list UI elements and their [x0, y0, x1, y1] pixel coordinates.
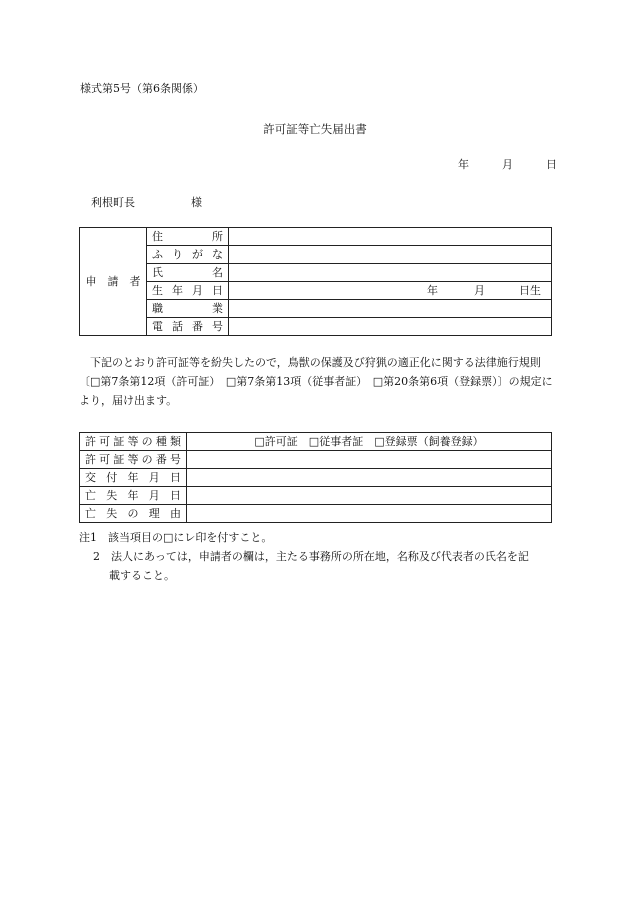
detail-label-issue-date: 交付年月日	[80, 469, 187, 487]
form-number: 様式第5号（第6条関係）	[80, 82, 204, 95]
issue-date-field[interactable]	[187, 469, 552, 487]
phone-field[interactable]	[229, 318, 552, 336]
date-day-label: 日	[546, 158, 557, 171]
permit-number-field[interactable]	[187, 451, 552, 469]
field-label-phone: 電話番号	[147, 318, 229, 336]
occupation-field[interactable]	[229, 300, 552, 318]
loss-reason-field[interactable]	[187, 505, 552, 523]
table-row	[80, 300, 552, 318]
applicant-group-label: 申 請 者	[80, 228, 147, 336]
detail-label-number: 許可証等の番号	[80, 451, 187, 469]
field-label-address: 住所	[147, 228, 229, 246]
table-row	[80, 318, 552, 336]
date-month-label: 月	[502, 158, 513, 171]
dob-month-unit: 月	[474, 284, 485, 297]
dob-year-unit: 年	[427, 284, 438, 297]
table-row	[80, 282, 552, 300]
loss-date-field[interactable]	[187, 487, 552, 505]
table-row	[80, 246, 552, 264]
document-title: 許可証等亡失届出書	[263, 122, 367, 136]
table-row	[80, 469, 552, 487]
addressee	[91, 194, 202, 210]
date-line	[458, 156, 557, 172]
dob-day-unit: 日生	[519, 284, 541, 297]
name-field[interactable]	[229, 264, 552, 282]
note-2-continuation: 載すること。	[109, 569, 175, 582]
addressee-honorific: 様	[191, 196, 202, 209]
field-label-occupation: 職業	[147, 300, 229, 318]
note-2	[79, 547, 559, 585]
body-paragraph	[79, 353, 557, 410]
date-year-label: 年	[458, 158, 469, 171]
address-field[interactable]	[229, 228, 552, 246]
table-row	[80, 487, 552, 505]
field-label-furigana: ふりがな	[147, 246, 229, 264]
table-row	[80, 451, 552, 469]
body-text: 下記のとおり許可証等を紛失したので，鳥獣の保護及び狩猟の適正化に関する法律施行規則〔□第7条第12項（許可証） □第7条第13項（従事者証） □第20条第6項（登録票）〕の規定により，届け出ます。	[79, 356, 553, 407]
field-label-name: 氏名	[147, 264, 229, 282]
note-1: 注1 該当項目の□にレ印を付すこと。	[79, 531, 273, 544]
notes	[79, 528, 559, 585]
dob-field[interactable]	[229, 282, 552, 300]
details-table	[79, 432, 552, 523]
note-2-text: 法人にあっては，申請者の欄は，主たる事務所の所在地，名称及び代表者の氏名を記	[111, 550, 529, 563]
table-row	[80, 433, 552, 451]
table-row	[80, 228, 552, 246]
addressee-name: 利根町長	[91, 196, 135, 209]
permit-type-options[interactable]: □許可証 □従事者証 □登録票（飼養登録）	[187, 433, 552, 451]
table-row	[80, 264, 552, 282]
field-label-dob: 生年月日	[147, 282, 229, 300]
detail-label-loss-reason: 亡失の理由	[80, 505, 187, 523]
note-2-number: 2	[93, 550, 100, 563]
furigana-field[interactable]	[229, 246, 552, 264]
detail-label-loss-date: 亡失年月日	[80, 487, 187, 505]
applicant-table	[79, 227, 552, 336]
table-row	[80, 505, 552, 523]
detail-label-type: 許可証等の種類	[80, 433, 187, 451]
